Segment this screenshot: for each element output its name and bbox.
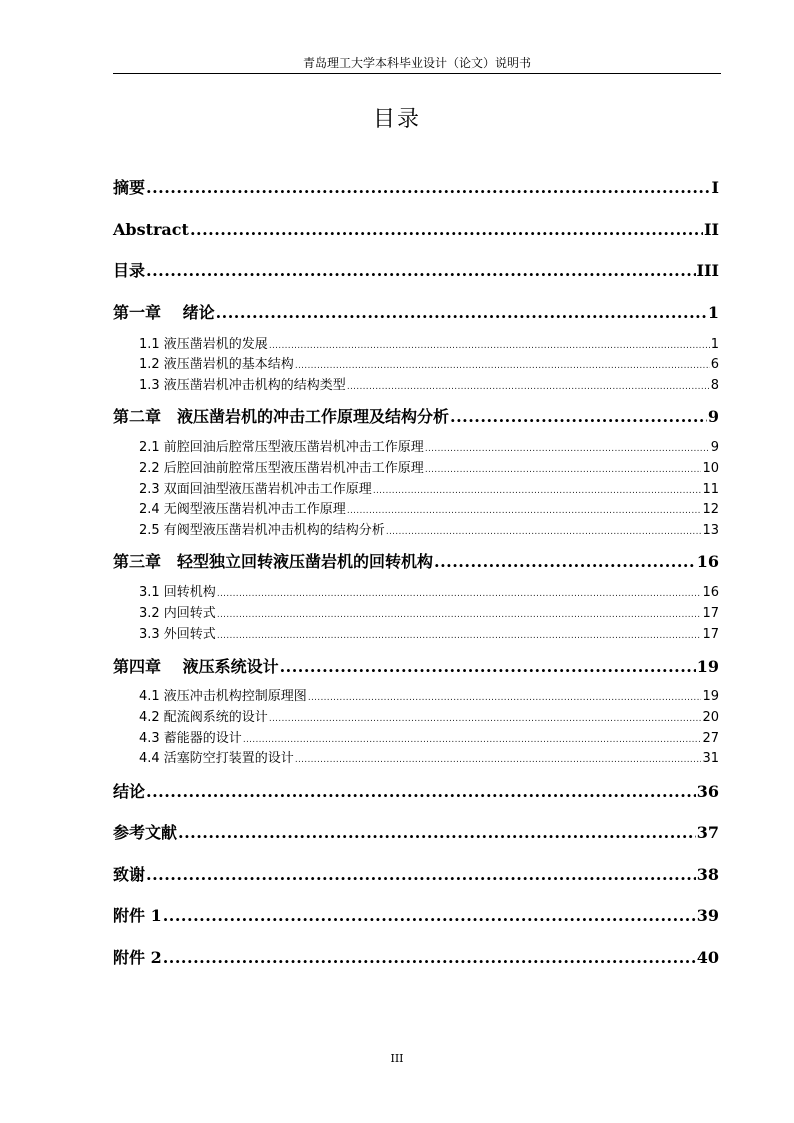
toc-entry-section[interactable] <box>139 709 719 728</box>
toc-leader <box>269 337 710 355</box>
toc-entry-page: 27 <box>702 731 719 746</box>
toc-leader <box>425 461 702 479</box>
page-title: 目录 <box>372 107 421 132</box>
page-number: III <box>390 1052 404 1065</box>
toc-leader <box>295 357 710 375</box>
toc-entry-label: 4.3 蓄能器的设计 <box>139 731 242 746</box>
toc-entry-label: 附件 1 <box>113 906 162 925</box>
toc-entry-label: 第四章 液压系统设计 <box>113 657 279 676</box>
toc-leader <box>217 606 702 624</box>
header-rule <box>113 73 721 74</box>
toc-entry-page: 6 <box>710 357 719 372</box>
toc-leader <box>450 406 707 428</box>
toc-entry-section[interactable] <box>139 356 719 375</box>
toc-leader <box>163 905 696 927</box>
toc-entry-label: 2.1 前腔回油后腔常压型液压凿岩机冲击工作原理 <box>139 440 424 455</box>
toc-leader <box>269 710 702 728</box>
toc-entry-label: 附件 2 <box>113 948 162 967</box>
toc-entry-label: 3.1 回转机构 <box>139 585 216 600</box>
toc-entry-section[interactable] <box>139 522 719 541</box>
toc-entry-label: 1.1 液压凿岩机的发展 <box>139 337 268 352</box>
toc-entry-contents[interactable] <box>113 260 719 282</box>
toc-entry-appendix-2[interactable] <box>113 947 719 969</box>
toc-entry-label: 4.4 活塞防空打装置的设计 <box>139 751 294 766</box>
toc-entry-page: 8 <box>710 378 719 393</box>
toc-leader <box>434 551 696 573</box>
toc-entry-label: 2.2 后腔回油前腔常压型液压凿岩机冲击工作原理 <box>139 461 424 476</box>
toc-entry-references[interactable] <box>113 822 719 844</box>
toc-entry-section[interactable] <box>139 584 719 603</box>
toc-entry-section[interactable] <box>139 750 719 769</box>
toc-entry-page: 16 <box>702 585 719 600</box>
toc-entry-label: 参考文献 <box>113 823 178 842</box>
toc-entry-section[interactable] <box>139 688 719 707</box>
toc-entry-label: 结论 <box>113 782 146 801</box>
toc-entry-page: 12 <box>702 502 719 517</box>
toc-entry-chapter-1[interactable] <box>113 302 719 324</box>
toc-entry-page: 39 <box>696 906 719 925</box>
toc-entry-label: 第二章 液压凿岩机的冲击工作原理及结构分析 <box>113 407 450 426</box>
toc-leader <box>243 731 702 749</box>
toc-entry-label: 摘要 <box>113 178 146 197</box>
toc-entry-label: 目录 <box>113 261 146 280</box>
toc-leader <box>146 864 696 886</box>
toc-leader <box>217 627 702 645</box>
toc-entry-label: 4.1 液压冲击机构控制原理图 <box>139 689 307 704</box>
toc-entry-section[interactable] <box>139 439 719 458</box>
toc-leader <box>373 482 702 500</box>
toc-entry-label: 第三章 轻型独立回转液压凿岩机的回转机构 <box>113 552 434 571</box>
toc-entry-chapter-2[interactable] <box>113 406 719 428</box>
toc-entry-page: 11 <box>702 482 719 497</box>
toc-leader <box>146 781 696 803</box>
toc-leader <box>146 177 711 199</box>
toc-leader <box>347 502 702 520</box>
toc-entry-page: 37 <box>696 823 719 842</box>
toc-leader <box>386 523 702 541</box>
toc-entry-page: 40 <box>696 948 719 967</box>
toc-entry-page: III <box>696 261 719 280</box>
toc-entry-abstract-en[interactable] <box>113 219 719 241</box>
toc-entry-label: 2.3 双面回油型液压凿岩机冲击工作原理 <box>139 482 372 497</box>
toc-entry-section[interactable] <box>139 730 719 749</box>
toc-entry-label: 1.3 液压凿岩机冲击机构的结构类型 <box>139 378 346 393</box>
toc-entry-section[interactable] <box>139 336 719 355</box>
toc-entry-label: 4.2 配流阀系统的设计 <box>139 710 268 725</box>
toc-entry-label: 3.2 内回转式 <box>139 606 216 621</box>
toc-entry-section[interactable] <box>139 481 719 500</box>
toc-entry-page: II <box>704 220 719 239</box>
toc-entry-abstract-cn[interactable] <box>113 177 719 199</box>
toc-entry-page: I <box>711 178 719 197</box>
toc-entry-label: Abstract <box>113 220 189 239</box>
toc-entry-label: 3.3 外回转式 <box>139 627 216 642</box>
toc-entry-page: 19 <box>696 657 719 676</box>
toc-entry-section[interactable] <box>139 501 719 520</box>
toc-entry-chapter-3[interactable] <box>113 551 719 573</box>
toc-leader <box>347 378 710 396</box>
toc-leader <box>146 260 696 282</box>
toc-entry-page: 17 <box>702 606 719 621</box>
toc-entry-label: 1.2 液压凿岩机的基本结构 <box>139 357 294 372</box>
toc-entry-page: 1 <box>707 303 719 322</box>
running-header: 青岛理工大学本科毕业设计（论文）说明书 <box>302 56 531 70</box>
toc-entry-acknowledgements[interactable] <box>113 864 719 886</box>
toc-entry-page: 9 <box>710 440 719 455</box>
toc-entry-section[interactable] <box>139 605 719 624</box>
toc-entry-section[interactable] <box>139 460 719 479</box>
toc-leader <box>178 822 696 844</box>
toc-entry-section[interactable] <box>139 377 719 396</box>
toc-leader <box>308 689 702 707</box>
toc-entry-page: 1 <box>710 337 719 352</box>
toc-entry-page: 10 <box>702 461 719 476</box>
toc-leader <box>190 219 703 241</box>
toc-entry-label: 2.4 无阀型液压凿岩机冲击工作原理 <box>139 502 346 517</box>
toc-leader <box>280 656 696 678</box>
toc-entry-page: 38 <box>696 865 719 884</box>
toc-entry-page: 9 <box>707 407 719 426</box>
toc-leader <box>163 947 696 969</box>
toc-entry-label: 第一章 绪论 <box>113 303 215 322</box>
toc-entry-page: 36 <box>696 782 719 801</box>
toc-entry-page: 16 <box>696 552 719 571</box>
toc-leader <box>425 440 710 458</box>
toc-leader <box>295 751 702 769</box>
toc-entry-chapter-4[interactable] <box>113 656 719 678</box>
toc-leader <box>216 302 707 324</box>
toc-entry-conclusion[interactable] <box>113 781 719 803</box>
toc-entry-appendix-1[interactable] <box>113 905 719 927</box>
toc-entry-page: 20 <box>702 710 719 725</box>
toc-entry-label: 致谢 <box>113 865 146 884</box>
toc-leader <box>217 585 702 603</box>
toc-entry-page: 31 <box>702 751 719 766</box>
toc-entry-section[interactable] <box>139 626 719 645</box>
toc-entry-page: 17 <box>702 627 719 642</box>
toc-entry-label: 2.5 有阀型液压凿岩机冲击机构的结构分析 <box>139 523 385 538</box>
toc-entry-page: 19 <box>702 689 719 704</box>
toc-entry-page: 13 <box>702 523 719 538</box>
